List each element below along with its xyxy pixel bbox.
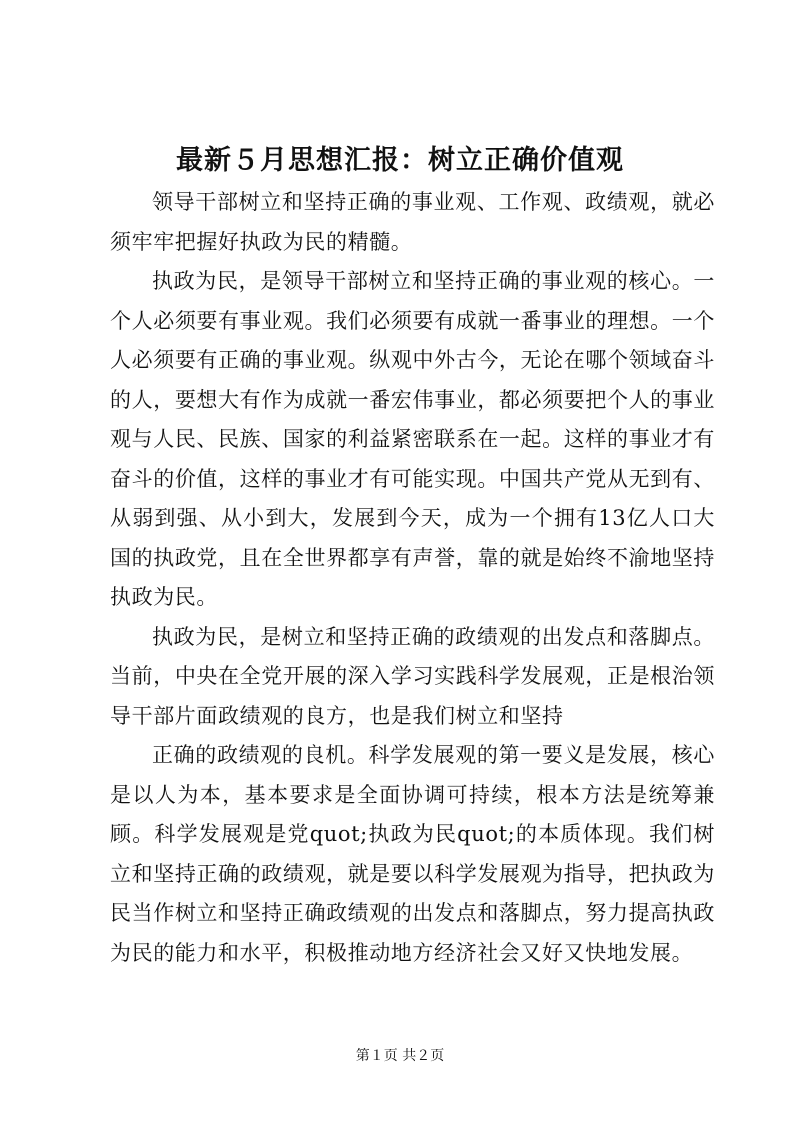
document-title: 最新５月思想汇报：树立正确价值观 (176, 145, 624, 176)
paragraph-4: 正确的政绩观的良机。科学发展观的第一要义是发展，核心是以人为本，基本要求是全面协调可持续，根本方法是统筹兼顾。科学发展观是党quot;执政为民quot;的本质体现。我们树立和坚持正确的政绩观，就是要以科学发展观为指导，把执政为民当作树立和坚持正确政绩观的出发点和落脚点，努力提高执政为民的能力和水平，积极推动地方经济社会又好又快地发展。 (110, 743, 715, 965)
document-body (110, 183, 715, 973)
paragraph-1: 领导干部树立和坚持正确的事业观、工作观、政绩观，就必须牢牢把握好执政为民的精髓。 (110, 190, 715, 254)
paragraph-3: 执政为民，是树立和坚持正确的政绩观的出发点和落脚点。当前，中央在全党开展的深入学习实践科学发展观，正是根治领导干部片面政绩观的良方，也是我们树立和坚持 (110, 624, 715, 728)
paragraph-2: 执政为民，是领导干部树立和坚持正确的事业观的核心。一个人必须要有事业观。我们必须要有成就一番事业的理想。一个人必须要有正确的事业观。纵观中外古今，无论在哪个领域奋斗的人，要想大有作为成就一番宏伟事业，都必须要把个人的事业观与人民、民族、国家的利益紧密联系在一起。这样的事业才有奋斗的价值，这样的事业才有可能实现。中国共产党从无到有、从弱到强、从小到大，发展到今天，成为一个拥有13亿人口大国的执政党，且在全世界都享有声誉，靠的就是始终不渝地坚持执政为民。 (110, 269, 715, 609)
page-number-footer: 第１页 共２页 (355, 1048, 445, 1064)
